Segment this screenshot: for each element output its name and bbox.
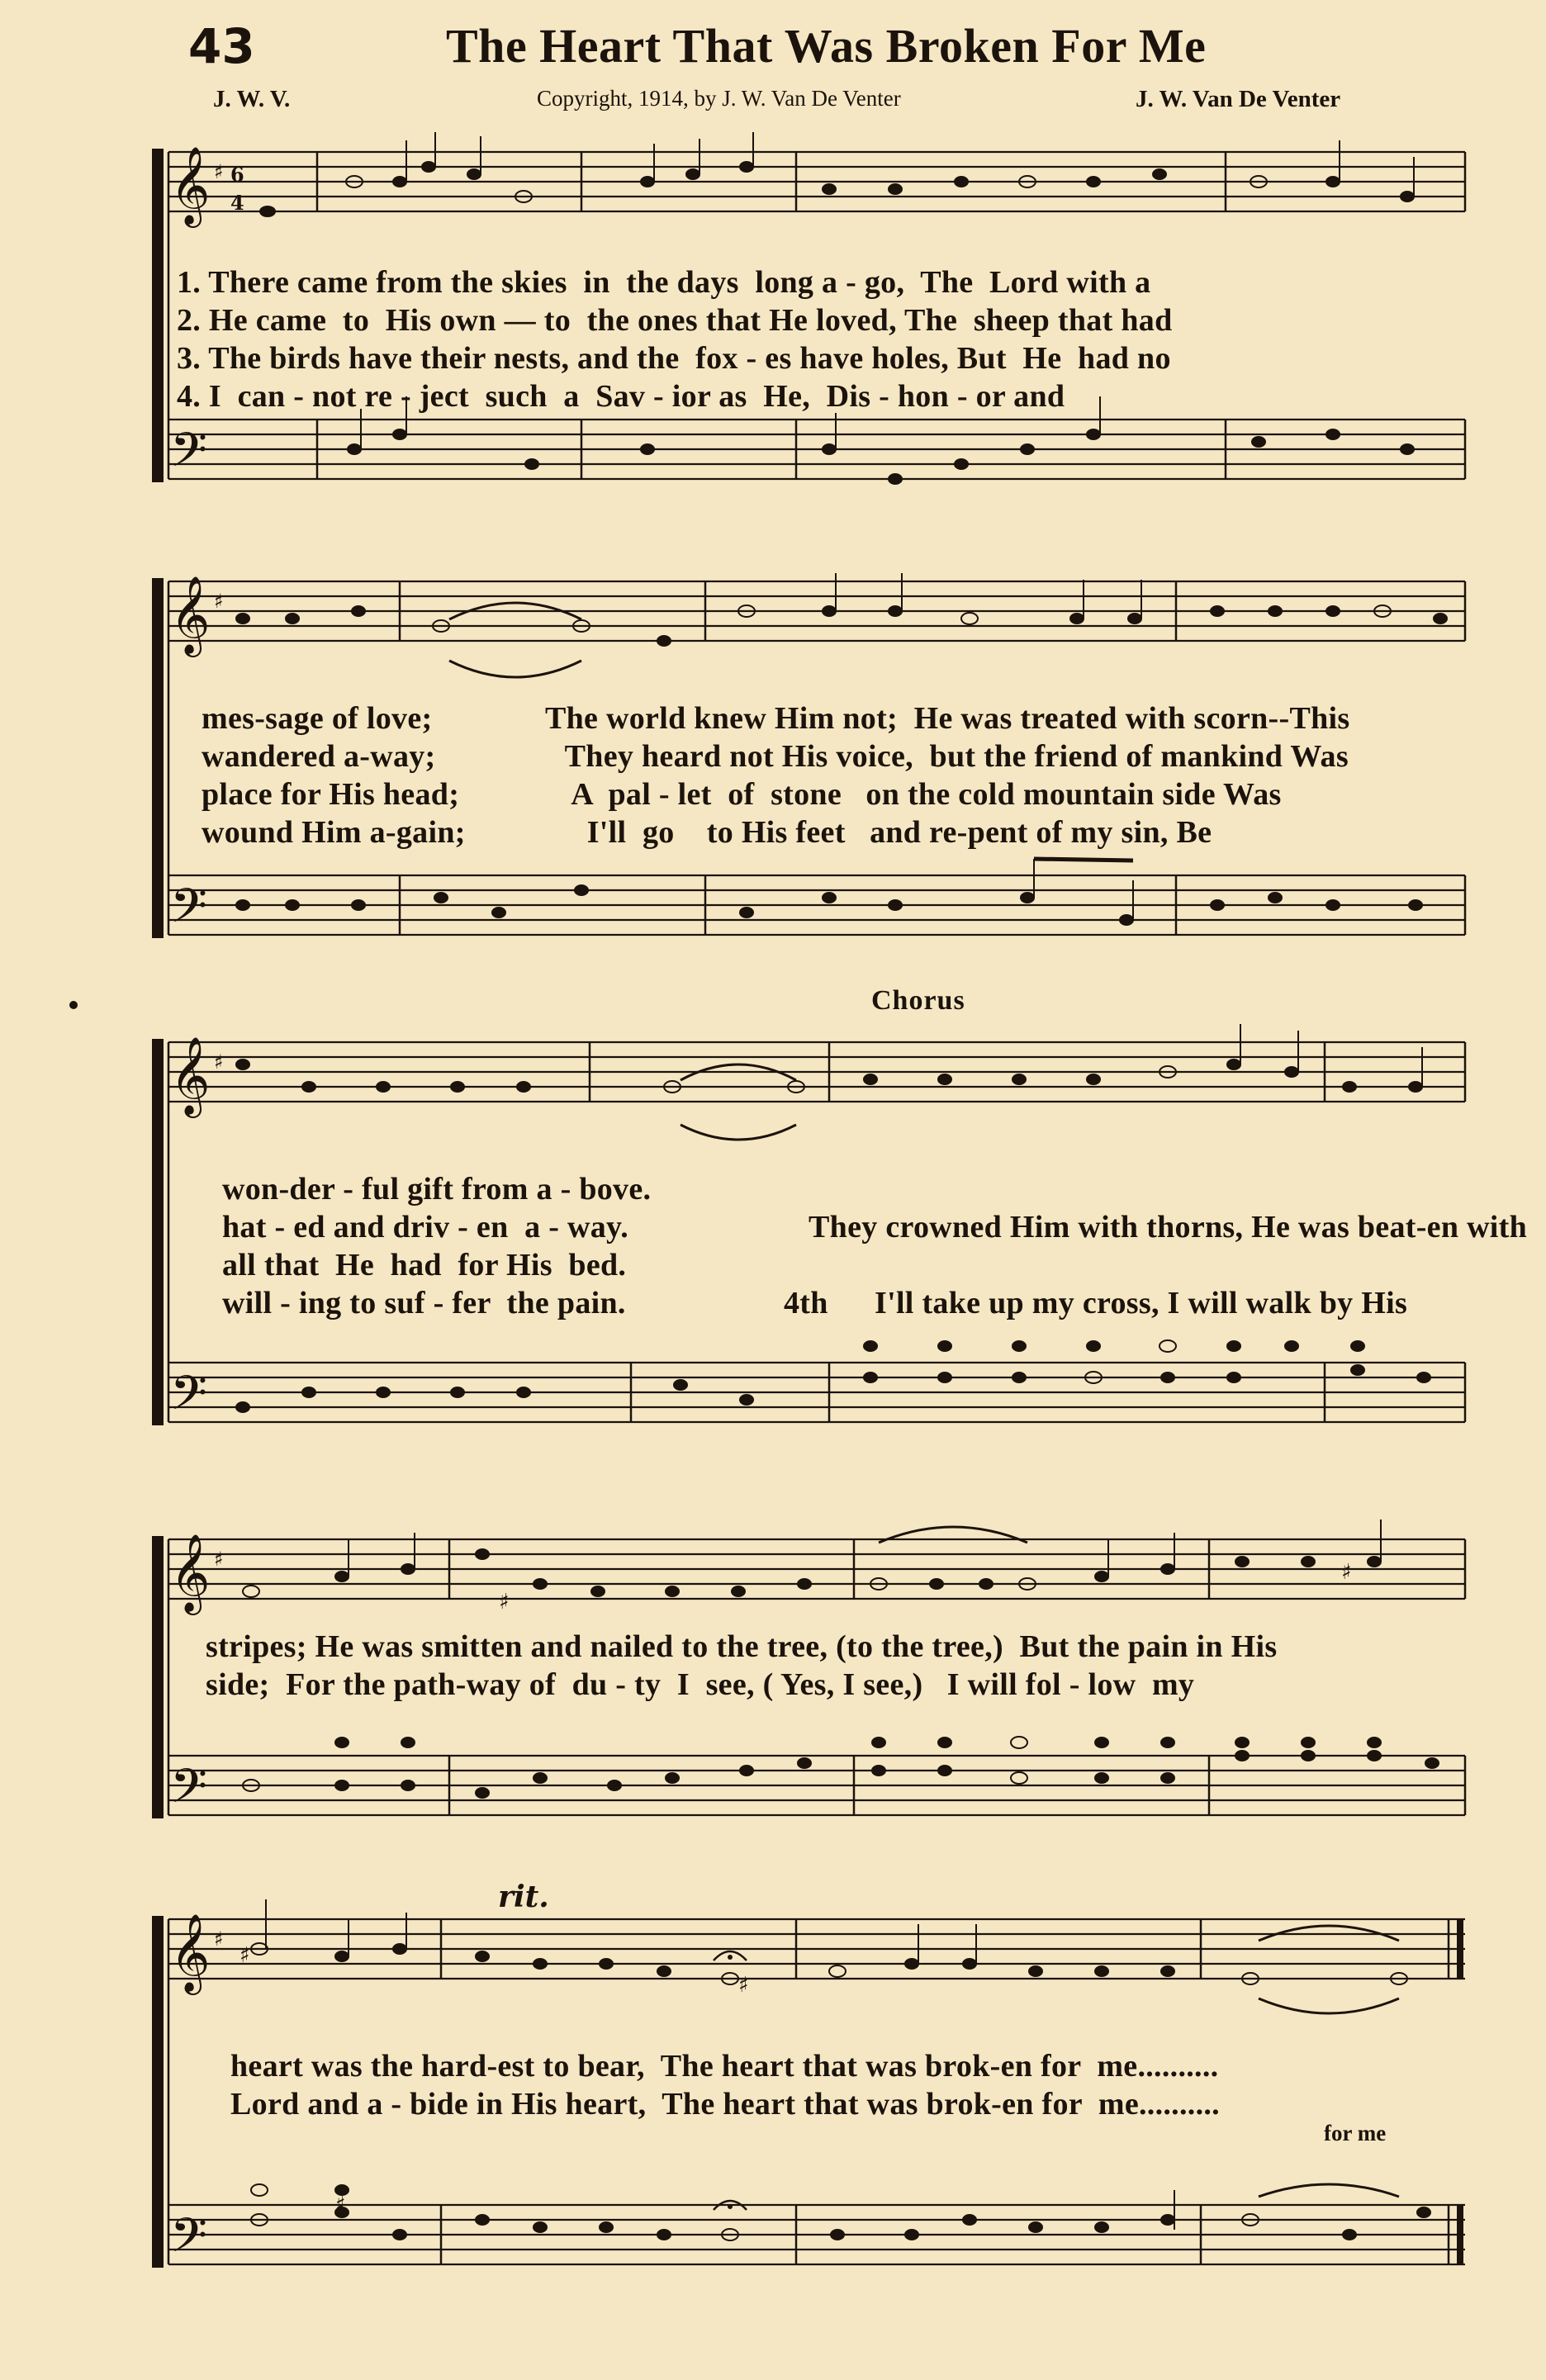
verse-2-line-1: 2. He came to His own — to the ones that He loved, The sheep that had (177, 303, 1173, 338)
verse-3-line-2: place for His head; A pal - let of stone on the cold mountain side Was (202, 777, 1282, 812)
svg-text:𝄞: 𝄞 (170, 146, 211, 225)
copyright-notice: Copyright, 1914, by J. W. Van De Venter (537, 86, 901, 111)
svg-text:𝄢: 𝄢 (170, 422, 208, 490)
verse-4-line-3: will - ing to suf - fer the pain. (222, 1286, 626, 1320)
music-system-4 (152, 1503, 1473, 1850)
svg-text:𝄢: 𝄢 (170, 1758, 208, 1826)
verse-3-line-1: 3. The birds have their nests, and the fox - es have holes, But He had no (177, 341, 1171, 376)
chorus-verse-4-label: 4th (784, 1286, 828, 1320)
music-credit: J. W. Van De Venter (1136, 86, 1341, 112)
svg-text:♯: ♯ (335, 2193, 346, 2217)
chorus-line-3a: heart was the hard-est to bear, The heart that was brok-en for me.......... (230, 2049, 1219, 2084)
svg-text:𝄞: 𝄞 (170, 576, 211, 654)
ritardando-mark: rit. (498, 1880, 549, 1914)
verse-3-line-3: all that He had for His bed. (222, 1248, 627, 1282)
svg-text:4: 4 (230, 191, 244, 215)
svg-text:♯: ♯ (239, 1943, 250, 1968)
svg-text:♯: ♯ (214, 1547, 224, 1571)
svg-text:𝄢: 𝄢 (170, 2207, 208, 2275)
chorus-line-4: I'll take up my cross, I will walk by His (875, 1286, 1408, 1320)
chorus-line-3b: Lord and a - bide in His heart, The heart that was brok-en for me.......... (230, 2087, 1220, 2122)
margin-dot (69, 1001, 78, 1009)
music-system-3 (152, 1016, 1528, 1478)
music-system-5 (152, 1883, 1473, 2296)
hymn-number: 43 (188, 18, 255, 74)
music-system-1 (152, 132, 1473, 512)
svg-text:6: 6 (230, 163, 244, 187)
svg-text:♯: ♯ (214, 589, 224, 613)
bass-lyric-for-me: for me (1324, 2121, 1387, 2145)
words-credit: J. W. V. (213, 86, 291, 112)
verse-2-line-2: wandered a-way; They heard not His voice, but the friend of mankind Was (202, 739, 1349, 774)
svg-text:𝄞: 𝄞 (170, 1913, 211, 1992)
svg-text:𝄞: 𝄞 (170, 1534, 211, 1612)
svg-text:𝄢: 𝄢 (170, 878, 208, 946)
svg-text:♯: ♯ (499, 1590, 510, 1614)
verse-1-line-2: mes-sage of love; The world knew Him not; He was treated with scorn--This (202, 701, 1350, 736)
verse-1-line-1: 1. There came from the skies in the days long a - go, The Lord with a (177, 265, 1151, 300)
verse-1-line-3: won-der - ful gift from a - bove. (222, 1172, 652, 1207)
verse-4-line-2: wound Him a-gain; I'll go to His feet and re-pent of my sin, Be (202, 815, 1212, 850)
svg-text:♯: ♯ (1341, 1560, 1352, 1585)
chorus-line-2a: stripes; He was smitten and nailed to the tree, (to the tree,) But the pain in His (206, 1629, 1278, 1664)
chorus-label: Chorus (871, 985, 965, 1016)
chorus-line-1: They crowned Him with thorns, He was beat-en with (809, 1210, 1528, 1245)
svg-text:♯: ♯ (214, 1050, 224, 1074)
svg-text:♯: ♯ (214, 159, 224, 183)
svg-text:♯: ♯ (214, 1927, 224, 1951)
svg-text:♯: ♯ (738, 1973, 749, 1998)
verse-2-line-3: hat - ed and driv - en a - way. (222, 1210, 629, 1245)
music-system-2 (152, 562, 1473, 974)
svg-text:𝄞: 𝄞 (170, 1036, 211, 1115)
verse-4-line-1: 4. I can - not re - ject such a Sav - ior as He, Dis - hon - or and (177, 379, 1065, 414)
chorus-line-2b: side; For the path-way of du - ty I see, ( Yes, I see,) I will fol - low my (206, 1667, 1195, 1702)
svg-text:𝄢: 𝄢 (170, 1365, 208, 1433)
hymn-title: The Heart That Was Broken For Me (446, 19, 1207, 73)
